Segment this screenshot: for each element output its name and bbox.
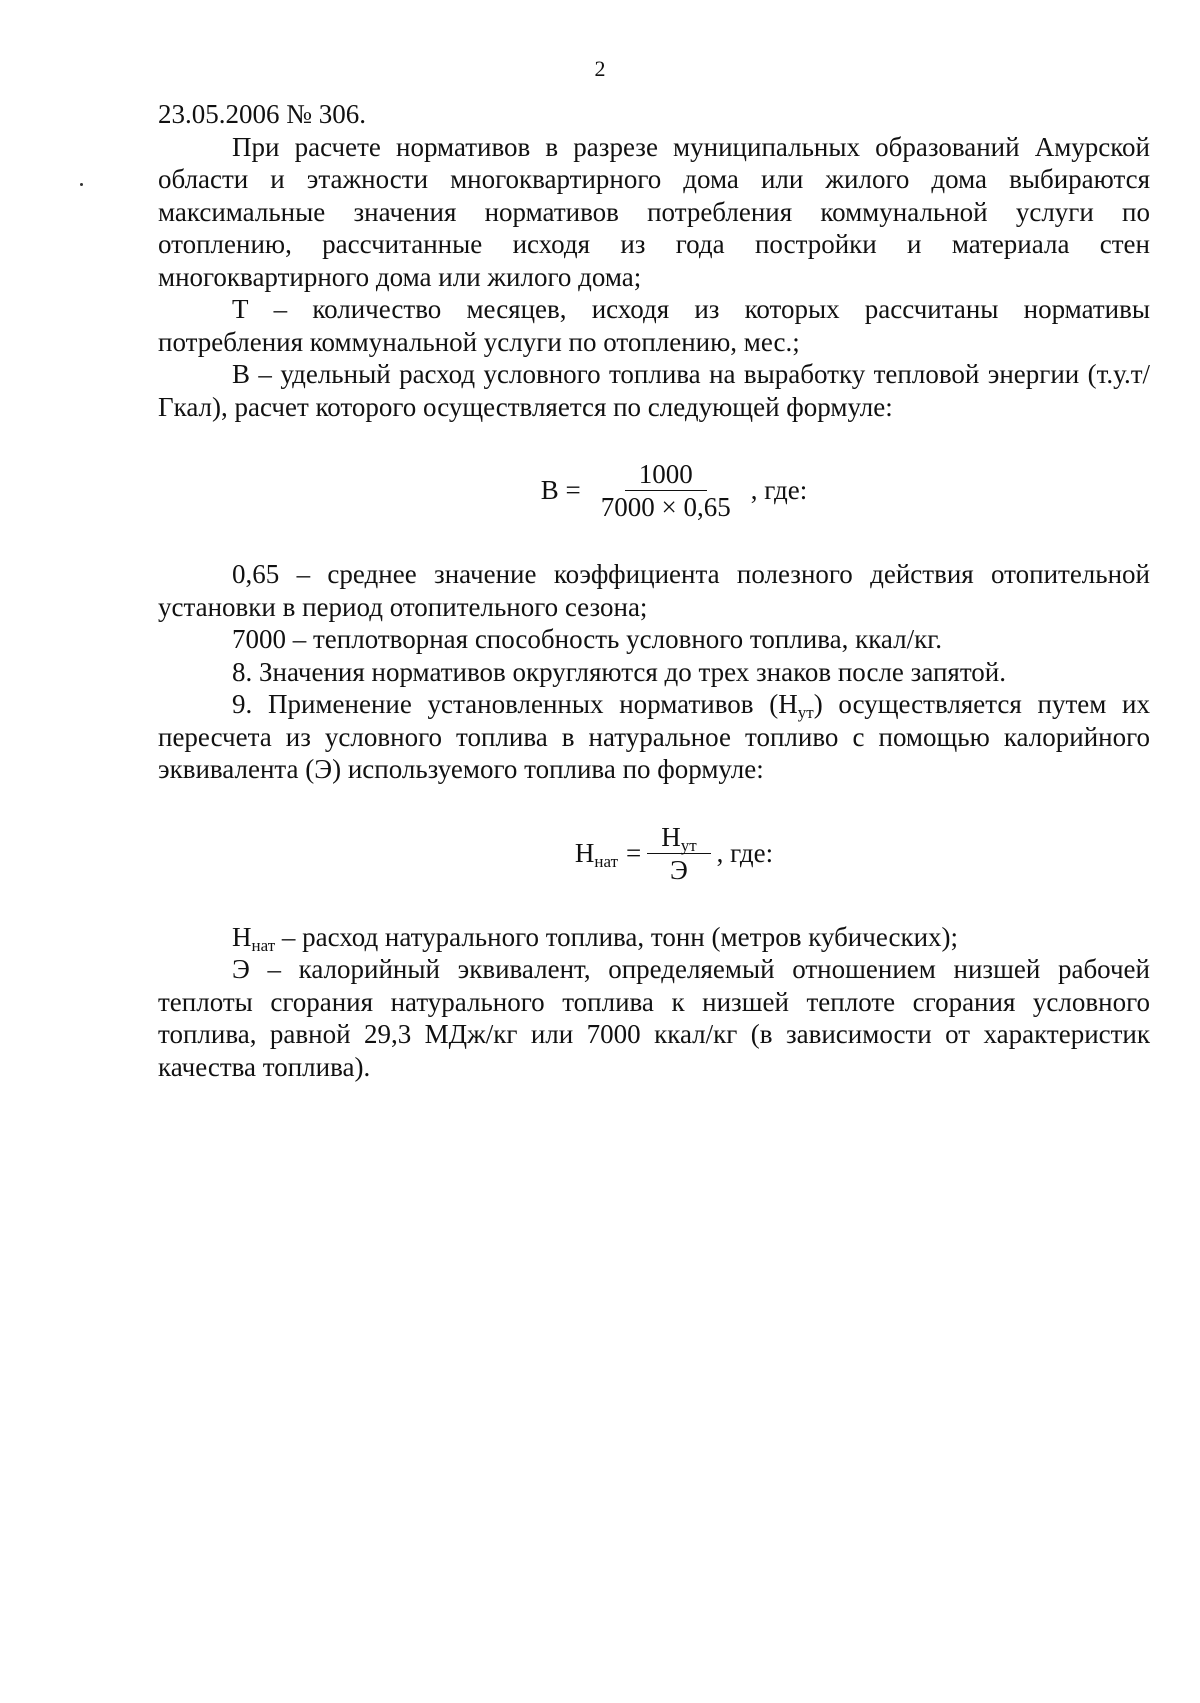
formula-n-equals: = <box>626 837 642 868</box>
document-body <box>158 98 1150 1083</box>
formula-n-fraction <box>647 822 710 885</box>
paragraph-item-9: 9. Применение установленных нормативов $(Н_{ут})$ осуществляется путем их пересчета из условного топлива в натуральное топливо с помощью калорийного эквивалента (Э) используемого топлива по формуле: <box>158 689 1151 784</box>
formula-n-nat <box>158 822 1150 885</box>
formula-n-lhs: $Н_{нат}$ <box>574 837 618 871</box>
paragraph-n-nat-definition: $Н_{нат}$ – расход натурального топлива, тонн (метров кубических); <box>232 921 959 955</box>
formula-n-numerator: $Н_{ут}$ <box>647 822 710 854</box>
page-number: 2 <box>594 56 606 81</box>
scan-speck <box>80 183 83 186</box>
paragraph-b-definition: В – удельный расход условного топлива на выработку тепловой энергии (т.у.т/Гкал), расчет которого осуществляется по следующей формуле: <box>158 359 1150 422</box>
formula-b-fraction <box>587 459 745 522</box>
paragraph-e-definition: Э – калорийный эквивалент, определяемый отношением низшей рабочей теплоты сгорания натурального топлива к низшей теплоте сгорания условного топлива, равной 29,3 МДж/кг или 7000 ккал/кг (в зависимости от характеристик качества топлива). <box>158 954 1150 1082</box>
formula-n-denominator: Э <box>670 854 688 885</box>
paragraph-calorific-value: 7000 – теплотворная способность условного топлива, ккал/кг. <box>232 624 943 654</box>
formula-b <box>158 459 1150 522</box>
formula-b-numerator: 1000 <box>625 459 707 491</box>
paragraph-item-8: 8. Значения нормативов округляются до трех знаков после запятой. <box>232 656 1006 687</box>
formula-b-denominator: 7000 × 0,65 <box>600 492 731 522</box>
paragraph-t-definition: Т – количество месяцев, исходя из которых рассчитаны нормативы потребления коммунальной услуги по отоплению, мес.; <box>158 294 1150 357</box>
paragraph-calculation-rule: При расчете нормативов в разрезе муниципальных образований Амурской области и этажности многоквартирного дома или жилого дома выбираются максимальные значения нормативов потребления коммунальной услуги по отоплению, рассчитанные исходя из года постройки и материала стен многоквартирного дома или жилого дома; <box>158 131 1150 292</box>
document-reference: 23.05.2006 № 306. <box>158 99 367 129</box>
subscript-ut: ут <box>797 703 814 722</box>
formula-b-suffix: , где: <box>750 475 808 506</box>
paragraph-efficiency: 0,65 – среднее значение коэффициента полезного действия отопительной установки в период отопительного сезона; <box>158 559 1150 622</box>
formula-b-lhs: В = <box>540 475 581 506</box>
formula-n-suffix: , где: <box>716 837 774 868</box>
